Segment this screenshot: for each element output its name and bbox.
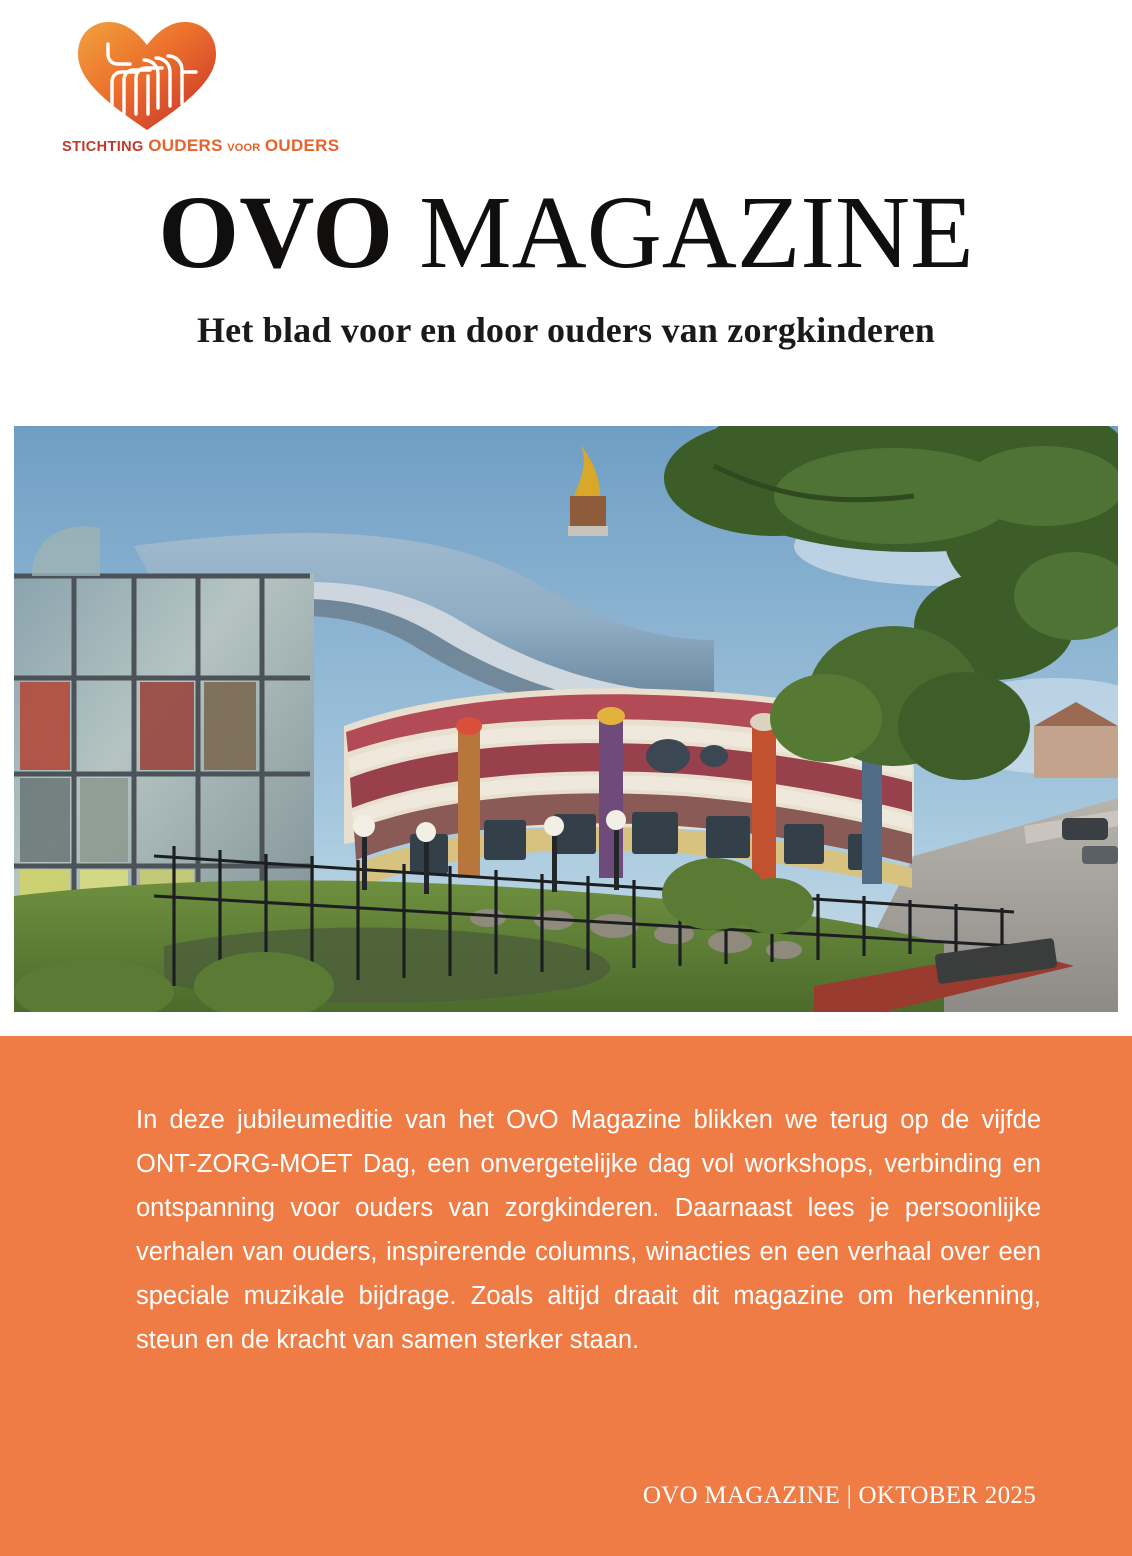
masthead — [0, 0, 1132, 421]
page-title-regular: MAGAZINE — [419, 175, 974, 290]
cover-photo — [14, 426, 1118, 1012]
wordmark-ouders-1: OUDERS — [148, 136, 223, 155]
page-title — [0, 175, 1132, 290]
page-subtitle: Het blad voor en door ouders van zorgkinderen — [196, 310, 936, 350]
heart-handshake-icon — [72, 18, 222, 134]
brand-logo — [62, 18, 340, 166]
brand-wordmark — [62, 136, 340, 160]
intro-panel — [0, 1036, 1132, 1556]
page-title-bold: OVO — [158, 175, 394, 290]
wordmark-ouders-2: OUDERS — [264, 136, 340, 155]
wordmark-voor: VOOR — [227, 142, 261, 154]
wordmark-stichting: STICHTING — [62, 139, 144, 155]
intro-paragraph: In deze jubileumeditie van het OvO Magazine blikken we terug op de vijfde ONT-ZORG-MOET Dag, een onvergetelijke dag vol workshops, verbinding en ontspanning voor ouders van zorgkinderen. Daarnaast lees je persoonlijke verhalen van ouders, inspirerende columns, winacties en een verhaal over een speciale muzikale bijdrage. Zoals altijd draait dit magazine om herkenning, steun en de kracht van samen sterker staan. — [136, 1106, 1041, 1354]
issue-footer: OVO MAGAZINE | OKTOBER 2025 — [642, 1482, 1036, 1509]
